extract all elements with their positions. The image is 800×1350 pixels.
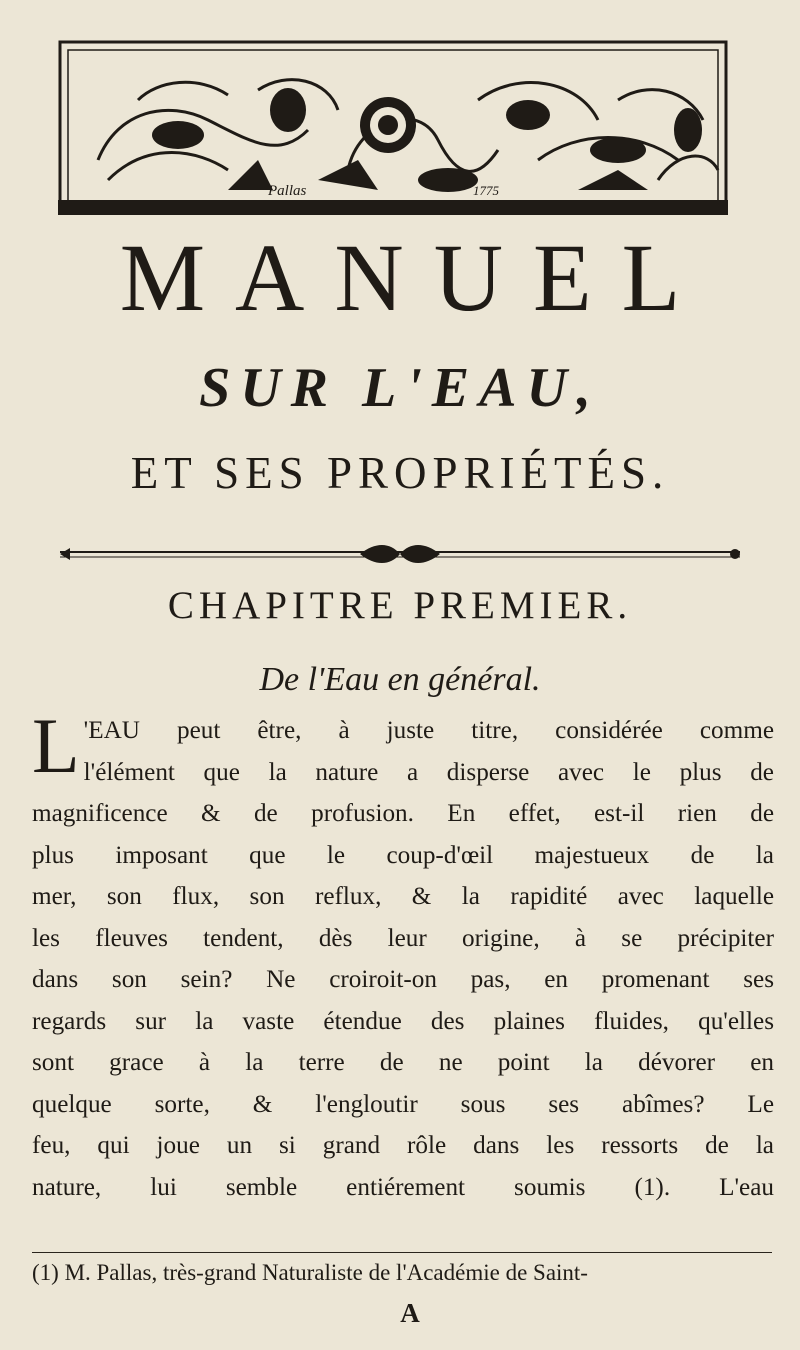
title-subtitle-2: ET SES PROPRIÉTÉS. <box>130 448 670 498</box>
body-line: 'EAU peut être, à juste titre, considérée comme <box>83 717 774 744</box>
chapter-heading: CHAPITRE PREMIER. <box>167 584 633 627</box>
signature-mark: A <box>400 1298 420 1328</box>
body-line: mer, son flux, son reflux, & la rapidité avec laquelle <box>32 883 774 910</box>
footnote-rule <box>32 1252 772 1253</box>
title-main: MANUEL <box>119 224 711 331</box>
footnote: (1) M. Pallas, très-grand Naturaliste de l'Académie de Saint- <box>32 1260 588 1285</box>
body-line: l'élément que la nature a disperse avec le plus de <box>83 758 774 786</box>
headpiece-left-inscription: Pallas <box>268 183 307 199</box>
body-line: sont grace à la terre de ne point la dévorer en <box>32 1049 774 1076</box>
headpiece-ornament <box>58 40 728 215</box>
body-line: nature, lui semble entiérement soumis (1). L'eau <box>32 1173 774 1201</box>
headpiece-engraving <box>58 40 728 215</box>
headpiece-right-inscription: 1775 <box>473 183 499 198</box>
body-line: plus imposant que le coup-d'œil majestueux de la <box>32 841 774 869</box>
body-text <box>32 702 774 1208</box>
body-line: les fleuves tendent, dès leur origine, à se précipiter <box>32 924 774 952</box>
section-heading: De l'Eau en général. <box>259 661 541 698</box>
title-subtitle: SUR L'EAU, <box>199 357 601 419</box>
ornamental-rule <box>60 540 740 570</box>
body-line: dans son sein? Ne croiroit-on pas, en promenant ses <box>32 966 774 993</box>
body-line: quelque sorte, & l'engloutir sous ses abîmes? Le <box>32 1090 774 1118</box>
body-line: feu, qui joue un si grand rôle dans les ressorts de la <box>32 1132 774 1159</box>
body-line: magnificence & de profusion. En effet, est-il rien de <box>32 800 774 827</box>
body-line: regards sur la vaste étendue des plaines fluides, qu'elles <box>32 1007 774 1035</box>
drop-cap: L <box>32 702 80 789</box>
